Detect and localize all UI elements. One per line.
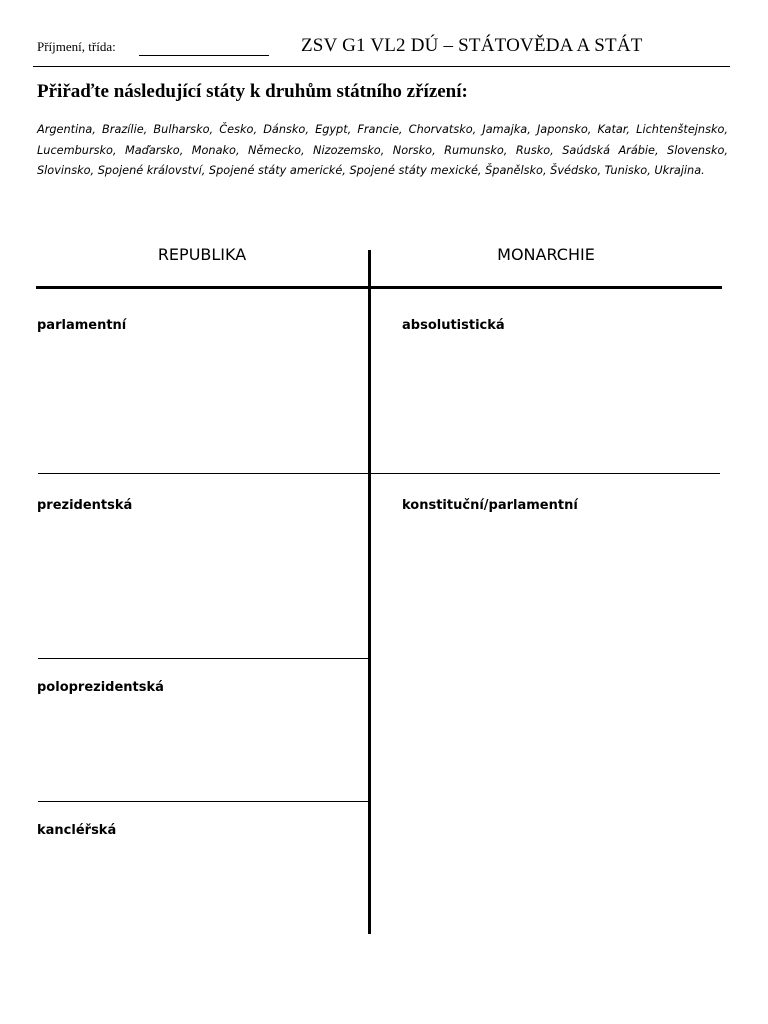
section-label-absolute-monarchy: absolutistická	[402, 318, 505, 333]
section-label-parliamentary-republic: parlamentní	[37, 318, 127, 333]
section-label-constitutional-monarchy: konstituční/parlamentní	[402, 498, 578, 513]
country-list: Argentina, Brazílie, Bulharsko, Česko, Dánsko, Egypt, Francie, Chorvatsko, Jamajka, Japonsko, Katar, Lichtenštejnsko, Lucembursko, Maďarsko, Monako, Německo, Nizozemsko, Norsko, Rumunsko, Rusko, Saúdská Arábie, Slovensko, Slovinsko, Spojené království, Spojené státy americké, Spojené státy mexické, Španělsko, Švédsko, Tunisko, Ukrajina.	[37, 123, 728, 178]
republic-column-heading: REPUBLIKA	[157, 245, 247, 264]
section-label-semi-presidential-republic: poloprezidentská	[37, 680, 164, 695]
name-class-label: Příjmení, třída:	[37, 39, 116, 54]
name-class-blank-line	[139, 55, 269, 56]
table-center-divider	[368, 250, 371, 934]
page-title: ZSV G1 VL2 DÚ – STÁTOVĚDA A STÁT	[301, 35, 643, 56]
row-divider-1	[38, 473, 720, 474]
monarchy-column-heading: MONARCHIE	[497, 245, 595, 264]
section-label-chancellor-republic: kancléřská	[37, 823, 117, 838]
row-divider-2	[38, 658, 369, 659]
instruction-heading: Přiřaďte následující státy k druhům státního zřízení:	[37, 81, 468, 102]
table-header-rule	[36, 286, 722, 289]
header-divider	[33, 66, 730, 67]
row-divider-3	[38, 801, 369, 802]
section-label-presidential-republic: prezidentská	[37, 498, 133, 513]
